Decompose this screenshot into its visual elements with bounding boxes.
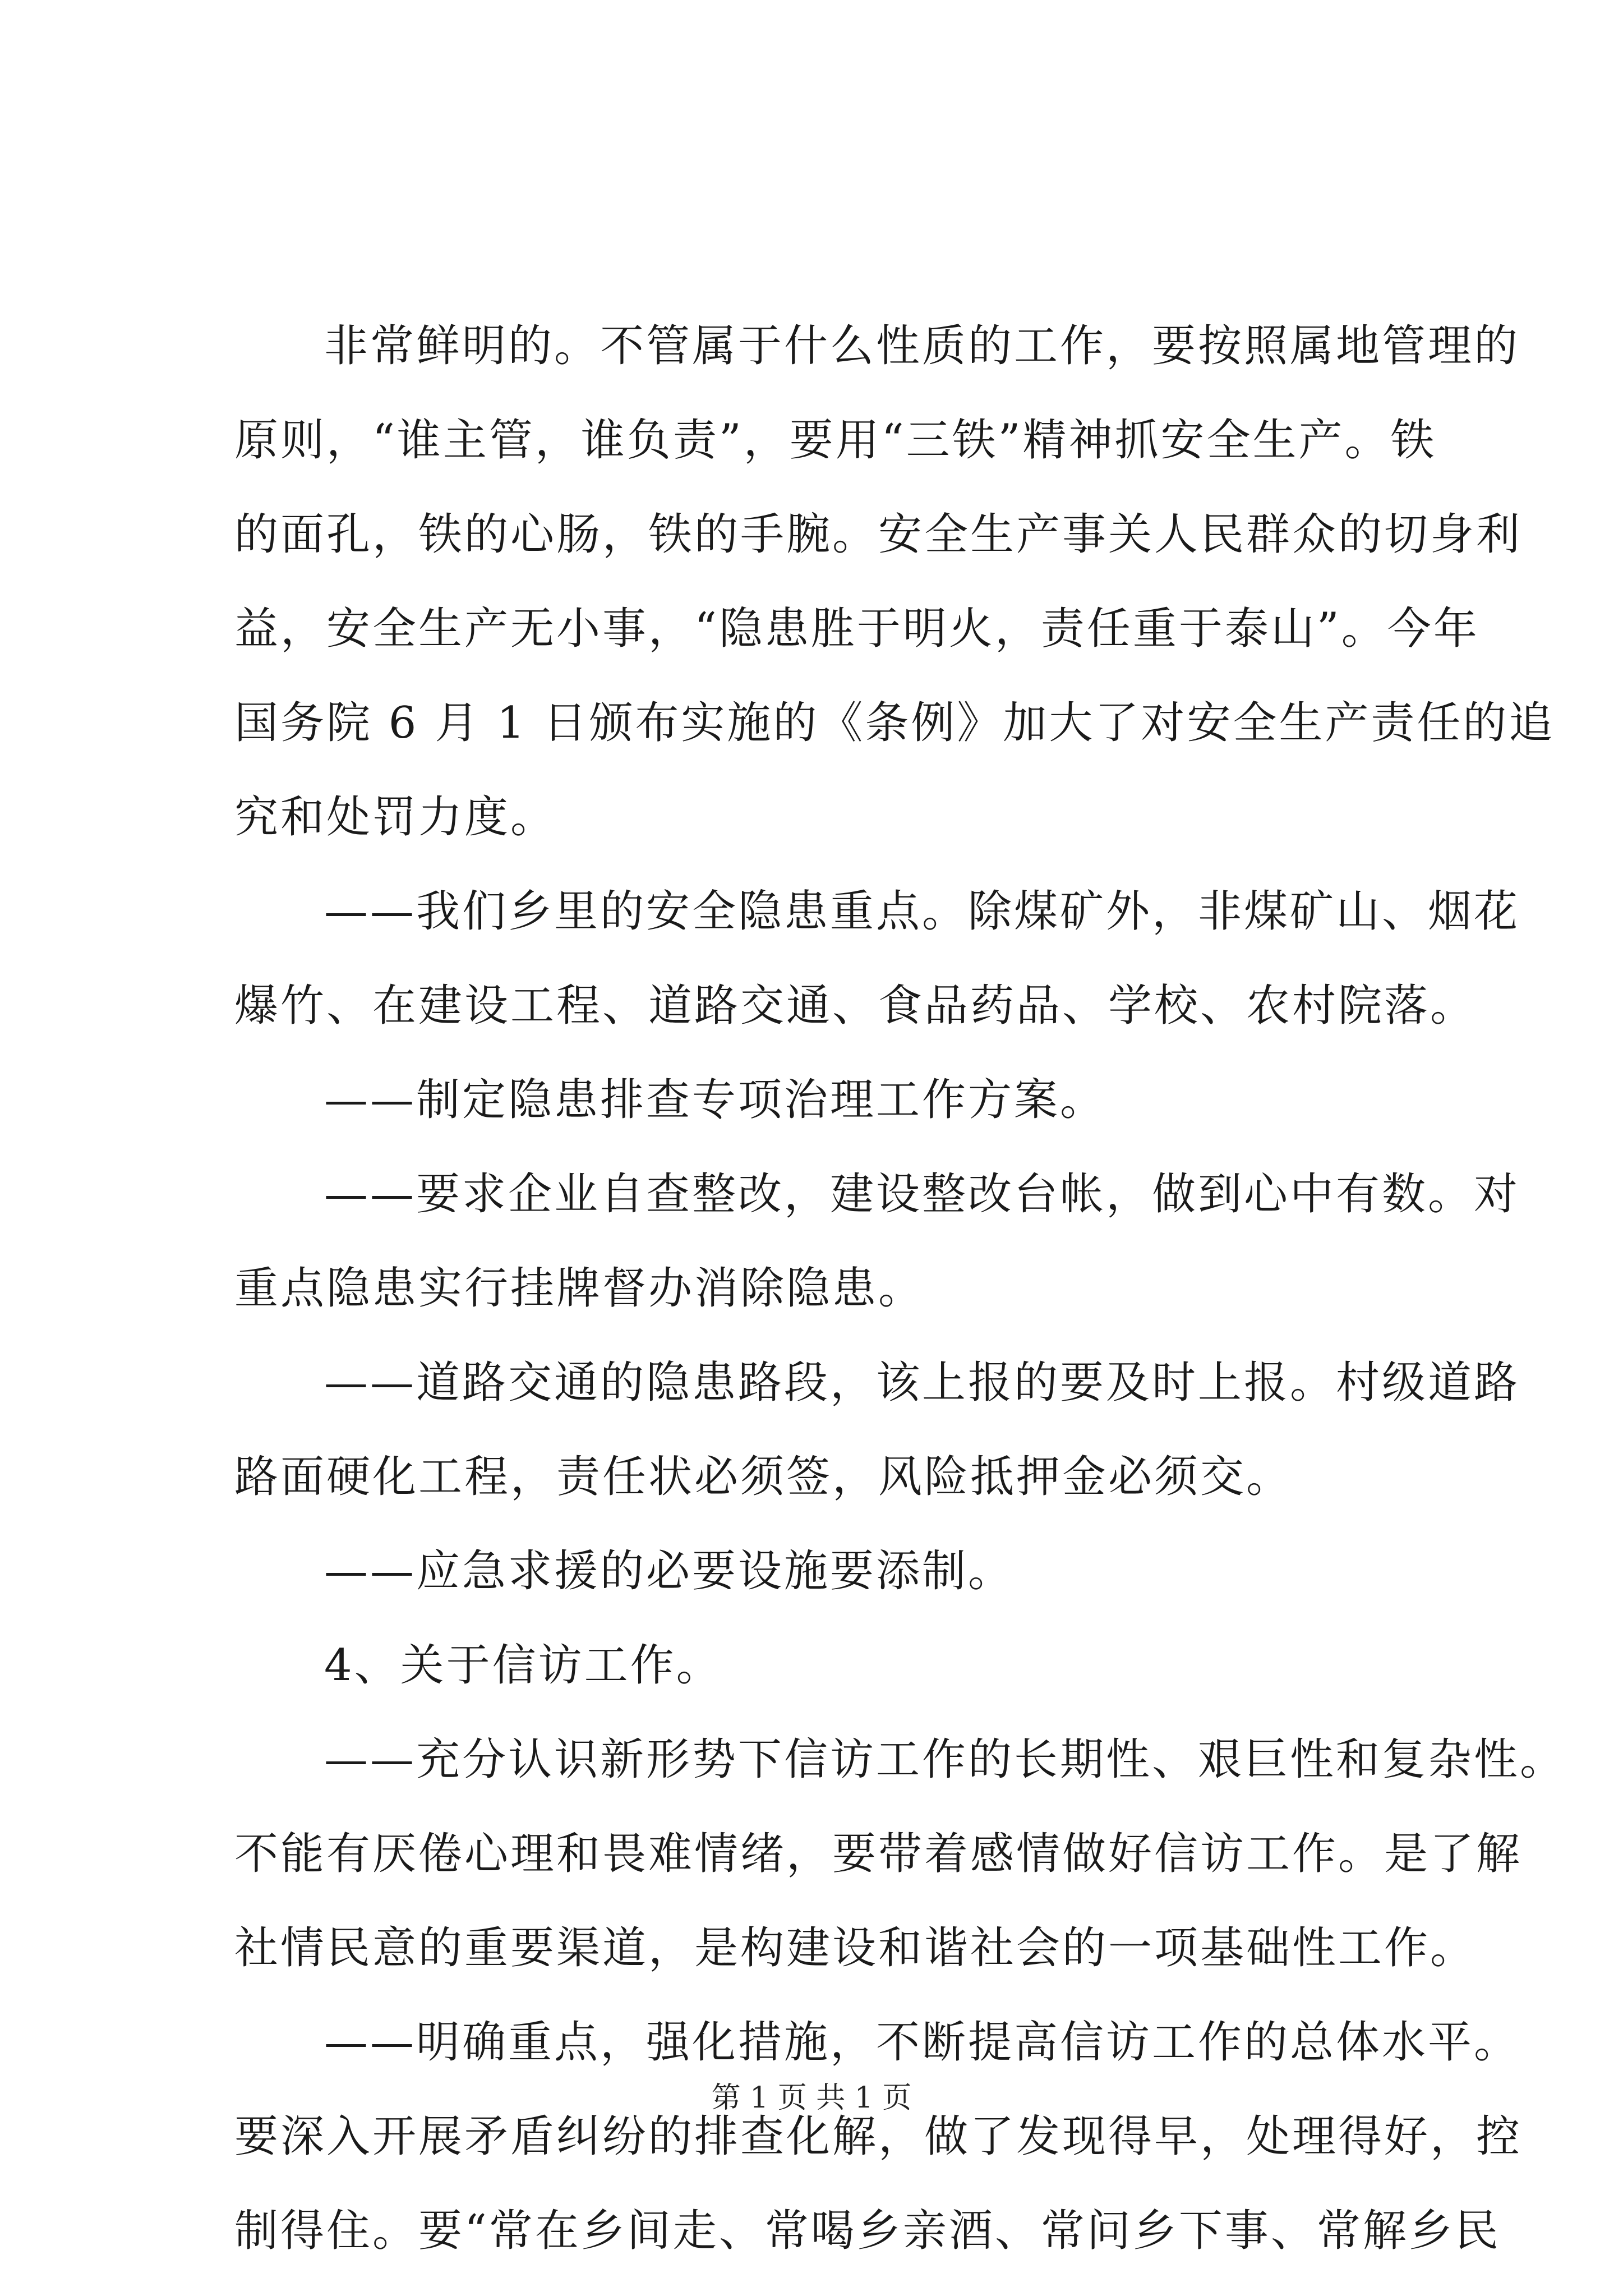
text-line: 要深入开展矛盾纠纷的排查化解，做了发现得早，处理得好，控 (234, 2111, 1523, 2162)
text-line: 国务院 6 月 1 日颁布实施的《条例》加大了对安全生产责任的追 (234, 698, 1555, 748)
text-line: 益，安全生产无小事，“隐患胜于明火，责任重于泰山”。今年 (234, 604, 1479, 654)
text-line: ——我们乡里的安全隐患重点。除煤矿外，非煤矿山、烟花 (324, 886, 1520, 937)
text-line: ——明确重点，强化措施，不断提高信访工作的总体水平。 (324, 2017, 1520, 2068)
text-line: 的面孔，铁的心肠，铁的手腕。安全生产事关人民群众的切身利 (234, 509, 1523, 560)
text-line: 不能有厌倦心理和畏难情绪，要带着感情做好信访工作。是了解 (234, 1829, 1523, 1879)
text-line: 原则，“谁主管，谁负责”，要用“三铁”精神抓安全生产。铁 (234, 415, 1437, 466)
text-line: ——要求企业自查整改，建设整改台帐，做到心中有数。对 (324, 1169, 1520, 1220)
text-line: 非常鲜明的。不管属于什么性质的工作，要按照属地管理的 (324, 321, 1520, 371)
text-line: 究和处罚力度。 (234, 792, 557, 843)
section-heading: 4、关于信访工作。 (324, 1640, 722, 1691)
page-footer (0, 2076, 1623, 2120)
page-number: 第 1 页 共 1 页 (711, 2081, 912, 2115)
text-line: 社情民意的重要渠道，是构建设和谐社会的一项基础性工作。 (234, 1923, 1477, 1973)
text-line: 爆竹、在建设工程、道路交通、食品药品、学校、农村院落。 (234, 981, 1477, 1031)
text-line: ——道路交通的隐患路段，该上报的要及时上报。村级道路 (324, 1358, 1520, 1408)
text-line: 重点隐患实行挂牌督办消除隐患。 (234, 1263, 925, 1314)
text-line: ——应急求援的必要设施要添制。 (324, 1546, 1015, 1596)
text-line: ——制定隐患排查专项治理工作方案。 (324, 1075, 1106, 1125)
text-line: 制得住。要“常在乡间走、常喝乡亲酒、常问乡下事、常解乡民 (234, 2206, 1501, 2256)
text-line: ——充分认识新形势下信访工作的长期性、艰巨性和复杂性。 (324, 1734, 1566, 1785)
document-body (234, 299, 1566, 2278)
text-line: 路面硬化工程，责任状必须签，风险抵押金必须交。 (234, 1452, 1293, 1502)
